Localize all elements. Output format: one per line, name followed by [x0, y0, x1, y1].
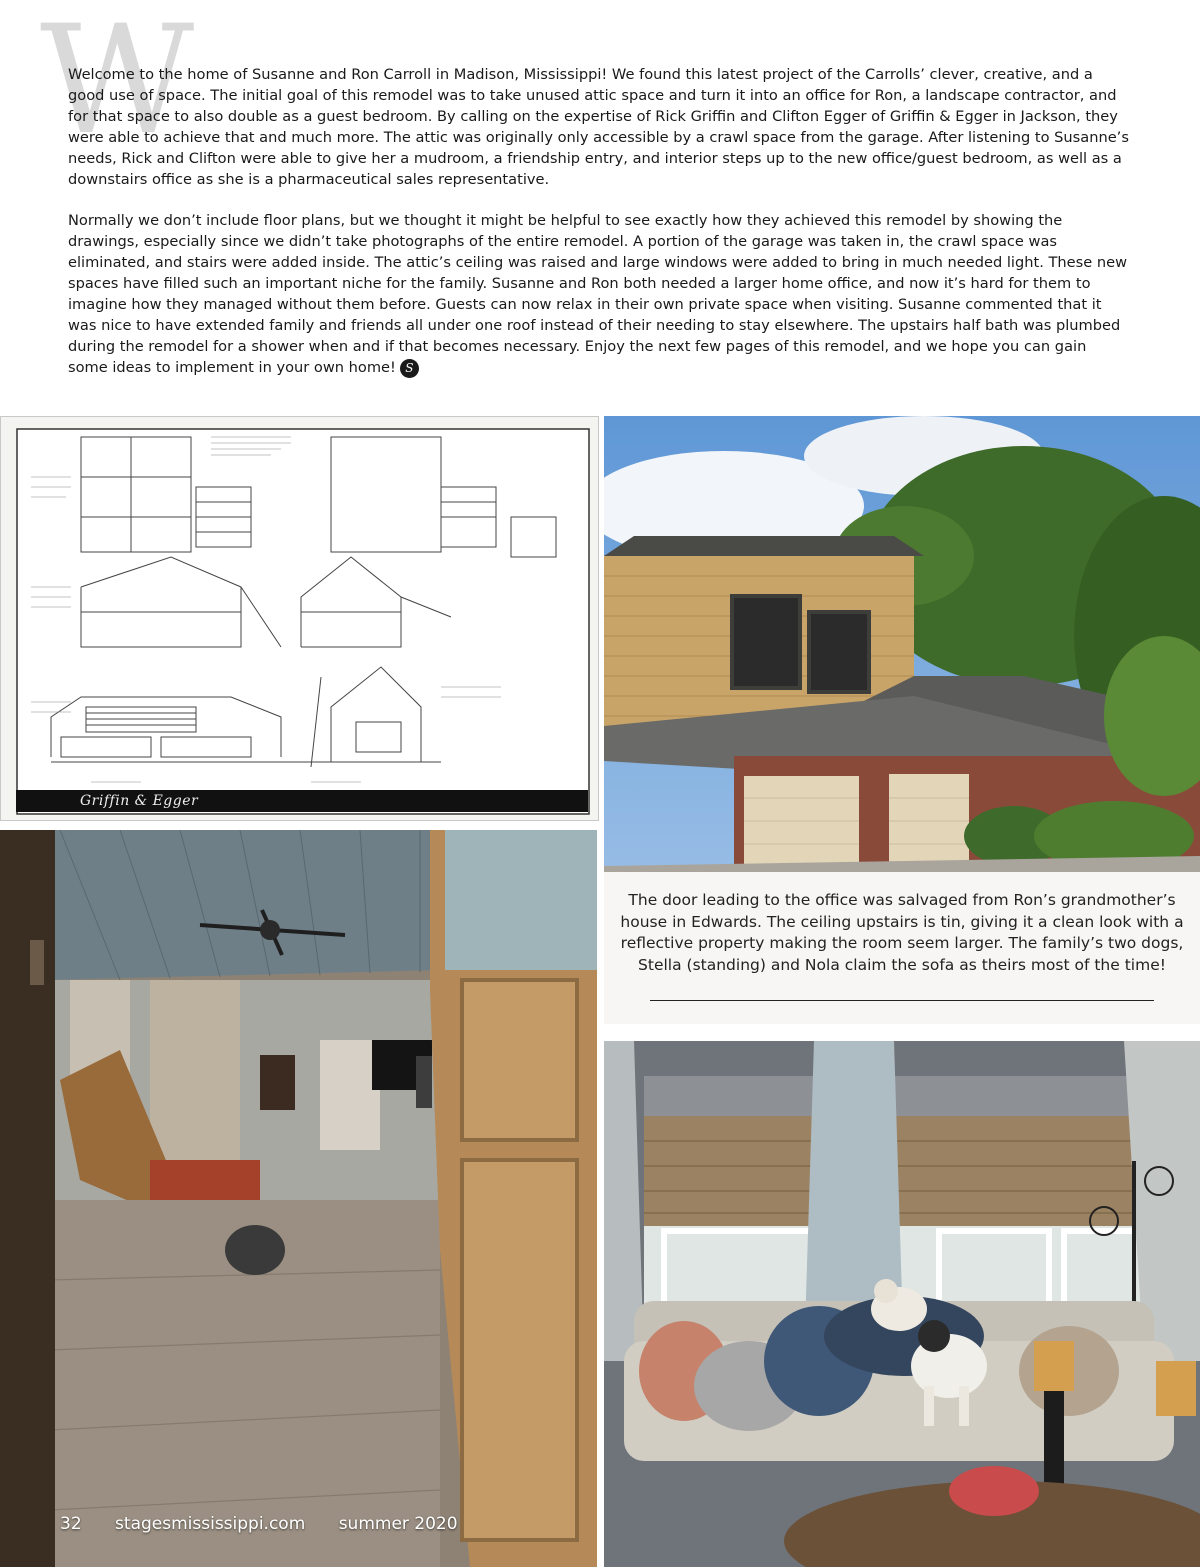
floor-plan-drawing [0, 416, 599, 821]
photo-caption [604, 872, 1200, 1024]
sofa-dogs-photo [604, 1041, 1200, 1567]
issue-label: summer 2020 [338, 1514, 458, 1534]
page-number: 32 [60, 1514, 82, 1534]
office-doorway-photo [0, 830, 597, 1567]
drop-cap: W [40, 0, 195, 168]
website: stagesmississippi.com [115, 1514, 306, 1534]
end-mark-icon: S [400, 359, 419, 378]
article-body [68, 64, 1130, 398]
firm-logo: Griffin & Egger [80, 793, 199, 809]
page-footer [60, 1514, 486, 1534]
caption-text: The door leading to the office was salvaged from Ron’s grandmother’s house in Edwards. The ceiling upstairs is tin, giving it a clean look with a reflective property making the room seem larger. The family’s two dogs, Stella (standing) and Nola claim the sofa as theirs most of the time! [620, 891, 1184, 974]
article-paragraph-1: Welcome to the home of Susanne and Ron Carroll in Madison, Mississippi! We found this latest project of the Carrolls’ clever, creative, and a good use of space. The initial goal of this remodel was to take unused attic space and turn it into an office for Ron, a landscape contractor, and for that space to also double as a guest bedroom. By calling on the expertise of Rick Griffin and Clifton Egger of Griffin & Egger in Jackson, they were able to achieve that and much more. The attic was originally only accessible by a crawl space from the garage. After listening to Susanne’s needs, Rick and Clifton were able to give her a mudroom, a friendship entry, and interior steps up to the new office/guest bedroom, as well as a downstairs office as she is a pharmaceutical sales representative. [68, 66, 1129, 188]
blueprint-sketch [1, 417, 598, 820]
blueprint-title-bar [16, 790, 588, 812]
caption-rule [650, 1000, 1154, 1001]
article-paragraph-2-text: Normally we don’t include floor plans, but we thought it might be helpful to see exactly how they achieved this remodel by showing the drawings, especially since we didn’t take photographs of the entire remodel. A portion of the garage was taken in, the crawl space was eliminated, and stairs were added inside. The attic’s ceiling was raised and large windows were added to bring in much needed light. These new spaces have filled such an important niche for the family. Susanne and Ron both needed a larger home office, and now it’s hard for them to imagine how they managed without them before. Guests can now relax in their own private space when visiting. Susanne commented that it was nice to have extended family and friends all under one roof instead of their needing to stay elsewhere. The upstairs half bath was plumbed during the remodel for a shower when and if that becomes necessary. Enjoy the next few pages of this remodel, and we hope you can gain some ideas to implement in your own home! [68, 212, 1128, 376]
article-paragraph-2 [68, 210, 1130, 378]
interior-photo-drawing [0, 830, 597, 1567]
sofa-photo-drawing [604, 1041, 1200, 1567]
